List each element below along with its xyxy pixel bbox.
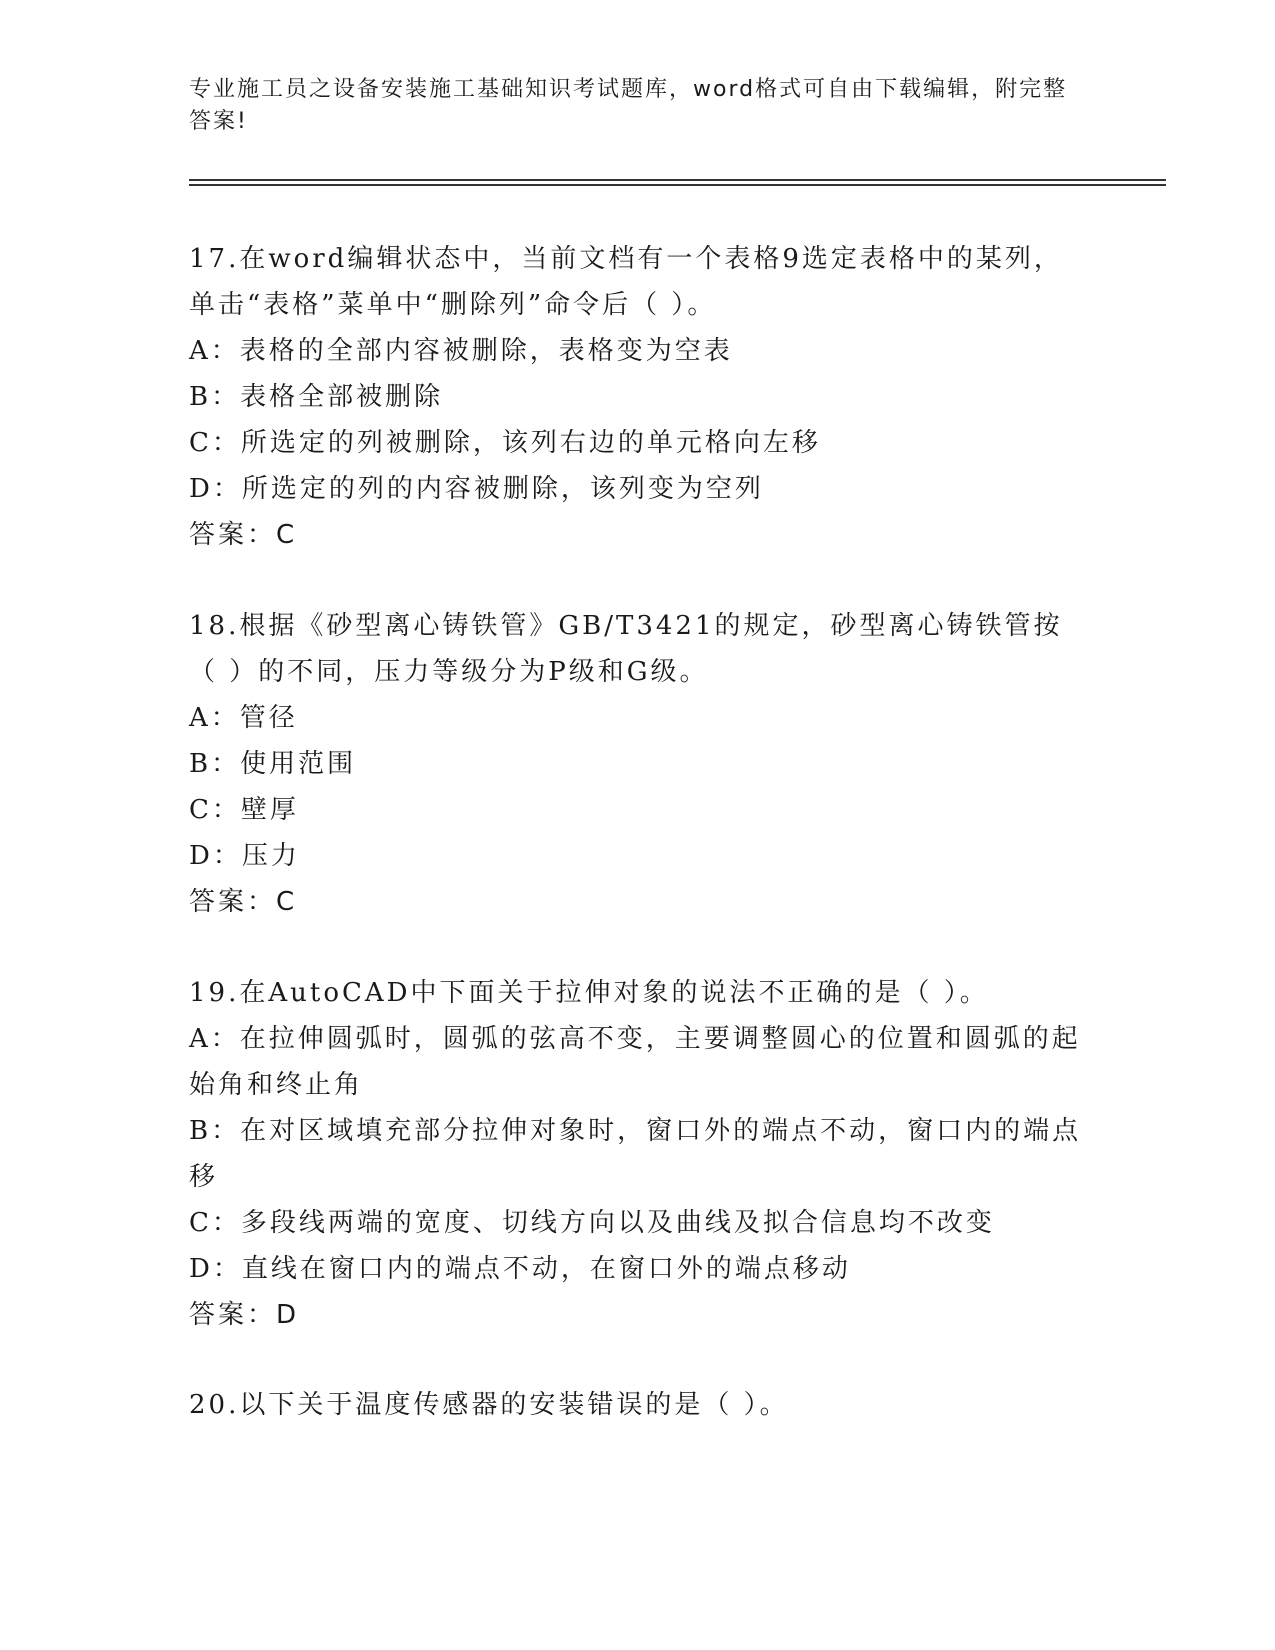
question-stem: 19.在AutoCAD中下面关于拉伸对象的说法不正确的是（ ）。 [189, 978, 989, 1008]
option-a: A：管径 [189, 703, 298, 733]
option-a: A：表格的全部内容被删除，表格变为空表 [189, 336, 733, 366]
answer: 答案：C [189, 887, 298, 917]
question-stem: 20.以下关于温度传感器的安装错误的是（ ）。 [189, 1390, 789, 1420]
question-stem: 18.根据《砂型离心铸铁管》GB/T3421的规定，砂型离心铸铁管按（ ）的不同，压力等级分为P级和G级。 [189, 611, 1063, 687]
option-b: B：使用范围 [189, 749, 357, 779]
option-b: B：表格全部被删除 [189, 382, 444, 412]
document-header: 专业施工员之设备安装施工基础知识考试题库，word格式可自由下载编辑，附完整答案! [189, 77, 1068, 134]
question-stem: 17.在word编辑状态中，当前文档有一个表格9选定表格中的某列，单击“表格”菜单中“删除列”命令后（ ）。 [189, 244, 1063, 320]
option-c: C：多段线两端的宽度、切线方向以及曲线及拟合信息均不改变 [189, 1208, 995, 1238]
question-20 [189, 1382, 1089, 1428]
option-d: D：压力 [189, 841, 300, 871]
question-19 [189, 970, 1089, 1338]
option-c: C：所选定的列被删除，该列右边的单元格向左移 [189, 428, 821, 458]
answer: 答案：D [189, 1300, 300, 1330]
option-b: B：在对区域填充部分拉伸对象时，窗口外的端点不动，窗口内的端点移 [189, 1116, 1082, 1192]
option-d: D：直线在窗口内的端点不动，在窗口外的端点移动 [189, 1254, 851, 1284]
header-divider-top [189, 179, 1166, 181]
question-17 [189, 236, 1089, 558]
option-a: A：在拉伸圆弧时，圆弧的弦高不变，主要调整圆心的位置和圆弧的起始角和终止角 [189, 1024, 1081, 1100]
option-d: D：所选定的列的内容被删除，该列变为空列 [189, 474, 764, 504]
option-c: C：壁厚 [189, 795, 299, 825]
answer: 答案：C [189, 520, 298, 550]
question-18 [189, 603, 1089, 925]
header-divider-bottom [189, 184, 1166, 186]
